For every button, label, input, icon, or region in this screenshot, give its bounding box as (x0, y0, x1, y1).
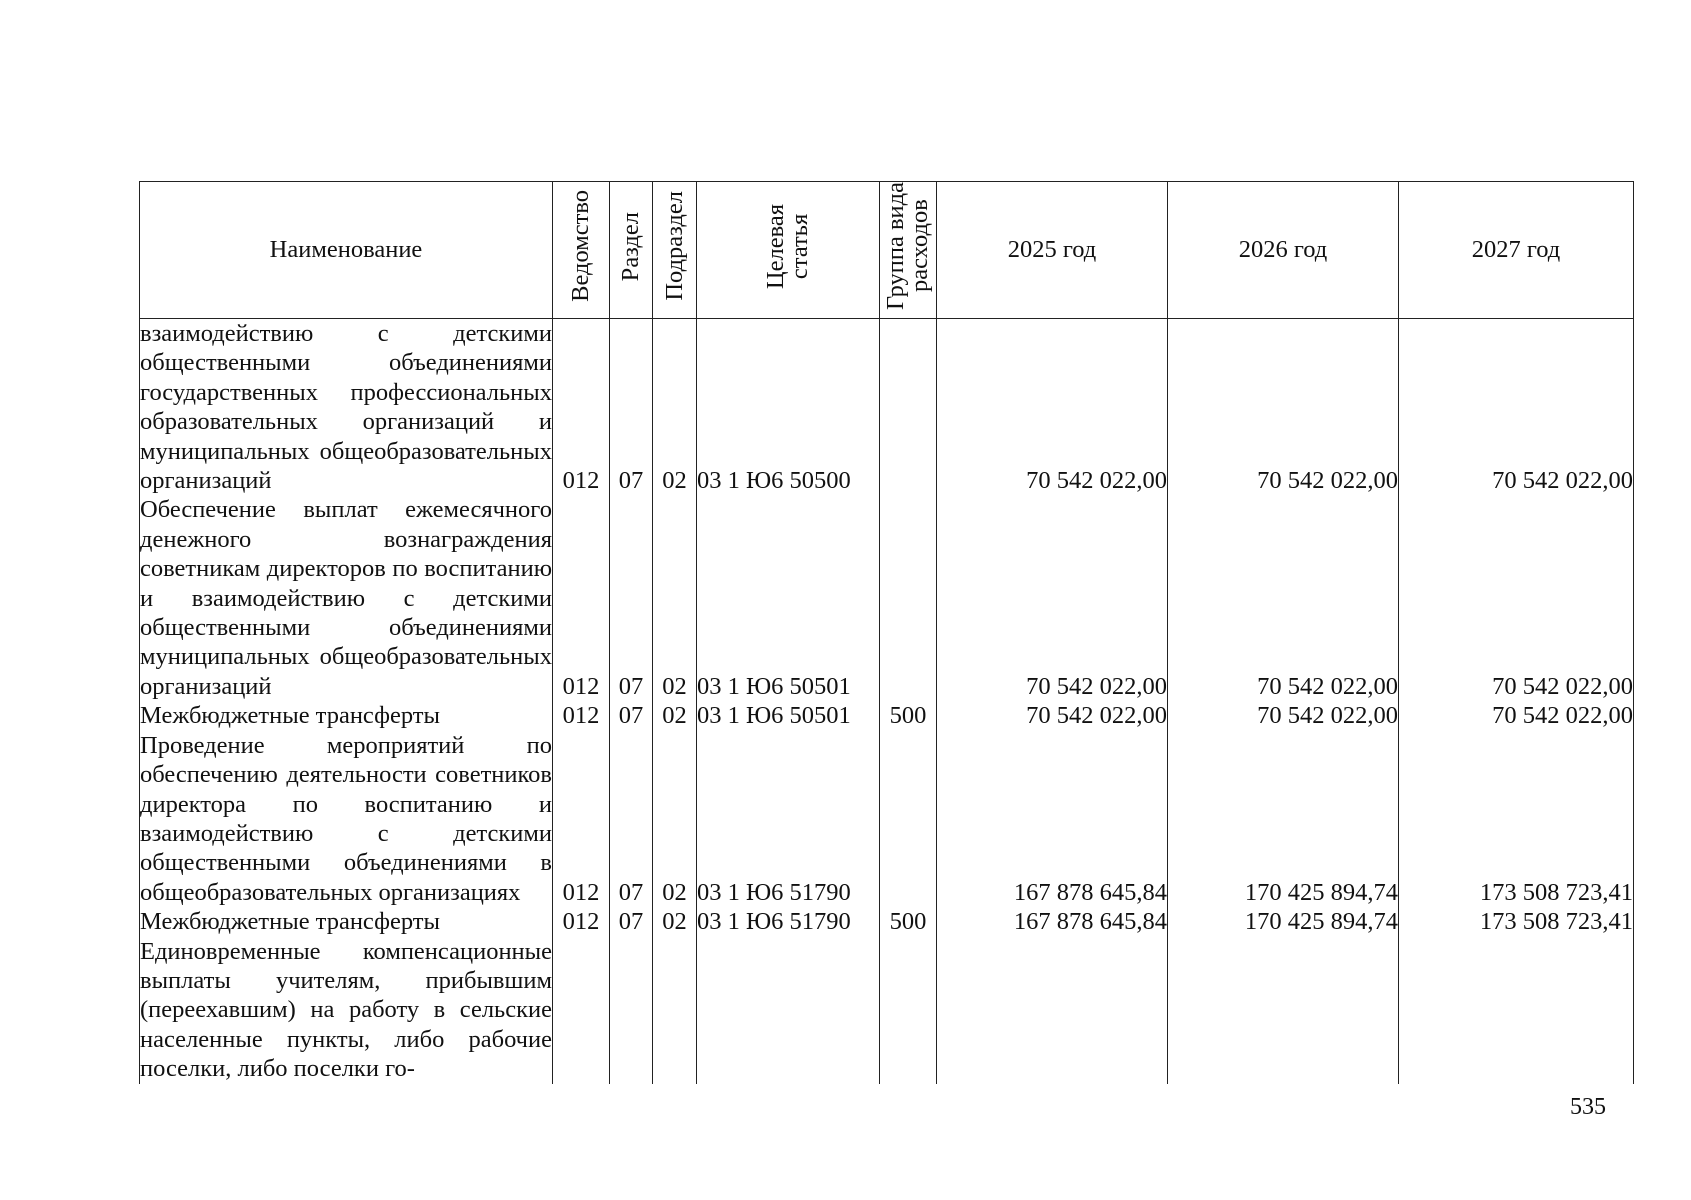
row-section: 07 (610, 701, 653, 730)
row-target-article: 03 1 Ю6 51790 (697, 731, 880, 907)
row-section: 07 (610, 319, 653, 496)
row-expense-group (880, 495, 937, 701)
row-section (610, 937, 653, 1084)
row-amount-2025: 70 542 022,00 (937, 319, 1168, 496)
table-row (140, 731, 1634, 907)
row-section: 07 (610, 731, 653, 907)
header-expense-group (880, 182, 937, 319)
header-expense-group-line-2: расходов (906, 199, 933, 293)
header-name: Наименование (140, 182, 553, 319)
row-expense-group: 500 (880, 701, 937, 730)
row-subsection (653, 937, 697, 1084)
row-department: 012 (553, 907, 610, 936)
header-expense-group-line-1: Группа вида (882, 182, 909, 311)
header-row (140, 182, 1634, 319)
budget-table (139, 181, 1634, 1084)
table-row (140, 319, 1634, 496)
header-target-line-2: статья (786, 213, 813, 279)
row-department: 012 (553, 495, 610, 701)
header-subsection (653, 182, 697, 319)
row-target-article: 03 1 Ю6 51790 (697, 907, 880, 936)
row-subsection: 02 (653, 495, 697, 701)
row-amount-2025: 70 542 022,00 (937, 701, 1168, 730)
row-amount-2027: 70 542 022,00 (1399, 701, 1634, 730)
row-target-article: 03 1 Ю6 50501 (697, 495, 880, 701)
row-expense-group (880, 319, 937, 496)
row-amount-2025: 167 878 645,84 (937, 731, 1168, 907)
row-amount-2025: 167 878 645,84 (937, 907, 1168, 936)
header-target-line-1: Целевая (762, 203, 789, 289)
row-name: Межбюджетные трансферты (140, 907, 553, 936)
table-row (140, 495, 1634, 701)
table-row (140, 701, 1634, 730)
table-row (140, 907, 1634, 936)
row-target-article (697, 937, 880, 1084)
header-target-article-label (764, 204, 812, 289)
row-subsection: 02 (653, 907, 697, 936)
row-name: Единовременные компенсационные выплаты учителям, прибывшим (переехавшим) на работу в сельские населенные пункты, либо рабочие поселки, либо поселки го- (140, 937, 552, 1083)
row-department: 012 (553, 319, 610, 496)
header-section-label: Раздел (617, 211, 644, 281)
row-amount-2025 (937, 937, 1168, 1084)
header-target-article (697, 182, 880, 319)
row-amount-2026: 170 425 894,74 (1168, 907, 1399, 936)
row-subsection: 02 (653, 701, 697, 730)
row-department: 012 (553, 701, 610, 730)
row-target-article: 03 1 Ю6 50500 (697, 319, 880, 496)
row-amount-2026: 70 542 022,00 (1168, 495, 1399, 701)
row-section: 07 (610, 907, 653, 936)
row-amount-2026: 170 425 894,74 (1168, 731, 1399, 907)
row-amount-2027: 173 508 723,41 (1399, 907, 1634, 936)
page-number: 535 (1570, 1094, 1606, 1120)
row-name: Обеспечение выплат ежемесячного денежного вознаграждения советникам директоров по воспитанию и взаимодействию с детскими общественными объединениями муниципальных общеобразовательных организаций (140, 496, 552, 700)
header-department (553, 182, 610, 319)
row-section: 07 (610, 495, 653, 701)
row-department (553, 937, 610, 1084)
row-amount-2027: 70 542 022,00 (1399, 319, 1634, 496)
row-amount-2026: 70 542 022,00 (1168, 701, 1399, 730)
row-amount-2025: 70 542 022,00 (937, 495, 1168, 701)
header-year-2025: 2025 год (937, 182, 1168, 319)
header-expense-group-label (884, 182, 932, 310)
row-subsection: 02 (653, 319, 697, 496)
row-expense-group (880, 731, 937, 907)
row-name: Межбюджетные трансферты (140, 701, 553, 730)
row-amount-2027 (1399, 937, 1634, 1084)
header-subsection-label: Подраздел (660, 191, 688, 302)
row-amount-2027: 70 542 022,00 (1399, 495, 1634, 701)
row-name: взаимодействию с детскими общественными объединениями государственных профессиональных образовательных организаций и муниципальных общеобразовательных организаций (140, 320, 552, 495)
row-expense-group (880, 937, 937, 1084)
row-target-article: 03 1 Ю6 50501 (697, 701, 880, 730)
header-department-label: Ведомство (567, 190, 594, 303)
row-amount-2026: 70 542 022,00 (1168, 319, 1399, 496)
header-year-2026: 2026 год (1168, 182, 1399, 319)
row-amount-2027: 173 508 723,41 (1399, 731, 1634, 907)
table-row (140, 937, 1634, 1084)
row-subsection: 02 (653, 731, 697, 907)
row-department: 012 (553, 731, 610, 907)
header-year-2027: 2027 год (1399, 182, 1634, 319)
header-section (610, 182, 653, 319)
row-name: Проведение мероприятий по обеспечению деятельности советников директора по воспитанию и взаимодействию с детскими общественными объединениями в общеобразовательных организациях (140, 731, 552, 906)
row-expense-group: 500 (880, 907, 937, 936)
row-amount-2026 (1168, 937, 1399, 1084)
